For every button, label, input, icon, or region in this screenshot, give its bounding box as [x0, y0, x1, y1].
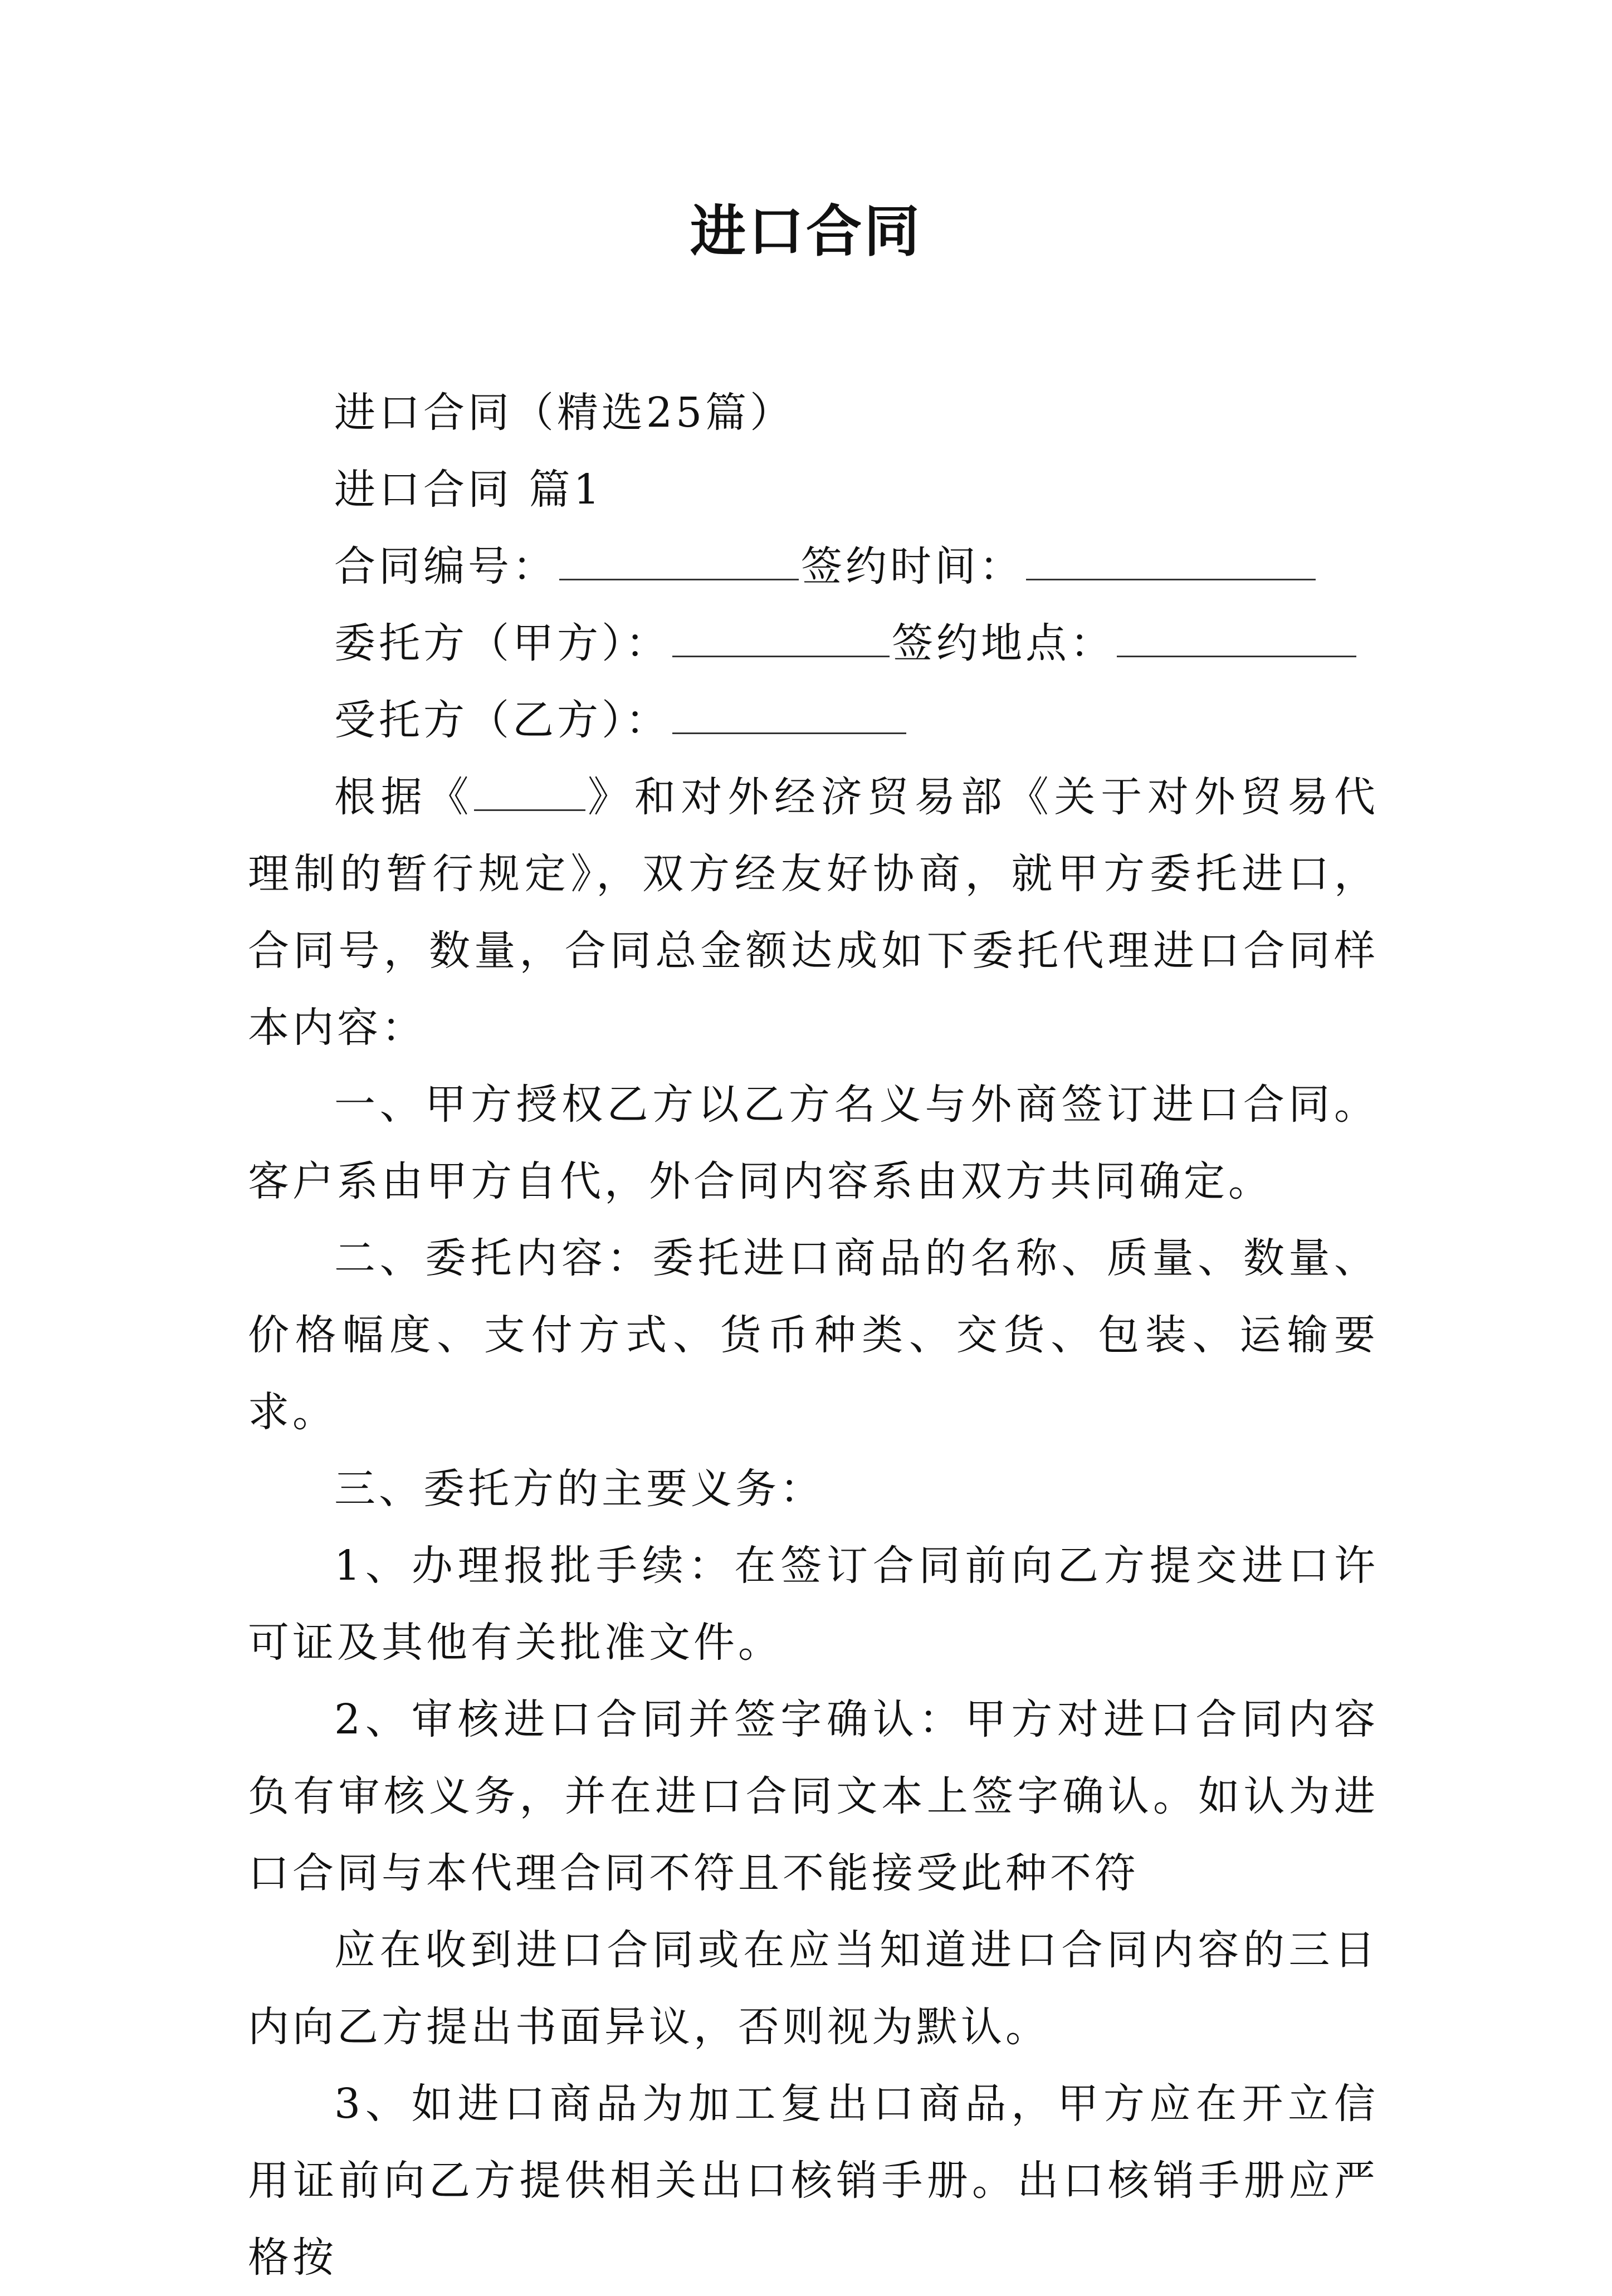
- clause-paragraph: 应在收到进口合同或在应当知道进口合同内容的三日内向乙方提出书面异议，否则视为默认。: [248, 1926, 1379, 2051]
- law-name-blank: [474, 768, 585, 811]
- document-subheading: 进口合同 篇1: [334, 466, 603, 514]
- clause-paragraph: 二、委托内容：委托进口商品的名称、质量、数量、价格幅度、支付方式、货币种类、交货、包装、运输要求。: [248, 1234, 1379, 1436]
- sign-place-label: 签约地点：: [892, 619, 1115, 667]
- sign-place-blank: [1117, 614, 1356, 657]
- clause-paragraph: 一、甲方授权乙方以乙方名义与外商签订进口合同。客户系由甲方自代，外合同内容系由双方共同确定。: [248, 1081, 1379, 1205]
- clause-paragraph: 2、审核进口合同并签字确认：甲方对进口合同内容负有审核义务，并在进口合同文本上签字确认。如认为进口合同与本代理合同不符且不能接受此种不符: [248, 1696, 1379, 1897]
- contract-number-blank: [559, 538, 799, 580]
- contract-number-label: 合同编号：: [334, 543, 557, 590]
- clause-paragraph: 3、如进口商品为加工复出口商品，甲方应在开立信用证前向乙方提供相关出口核销手册。出口核销手册应严格按: [248, 2080, 1379, 2282]
- party-a-blank: [672, 614, 890, 657]
- party-b-label: 受托方（乙方）：: [334, 696, 670, 744]
- sign-time-label: 签约时间：: [801, 543, 1024, 590]
- party-b-blank: [672, 691, 906, 734]
- sign-time-blank: [1026, 538, 1316, 580]
- document-heading: 进口合同（精选25篇）: [334, 389, 795, 437]
- intro-paragraph: [248, 759, 1379, 1066]
- document-title: 进口合同: [690, 198, 922, 264]
- contract-info-row-2: [248, 605, 1379, 682]
- intro-text-start: 根据《: [334, 773, 475, 821]
- contract-info-row-3: [248, 682, 1379, 759]
- intro-text-end: 》和对外经济贸易部《关于对外贸易代理制的暂行规定》，双方经友好协商，就甲方委托进口，合同号，数量，合同总金额达成如下委托代理进口合同样本内容：: [248, 773, 1379, 1052]
- party-a-label: 委托方（甲方）：: [334, 619, 670, 667]
- document-body: [248, 374, 1379, 2296]
- clause-paragraph: 1、办理报批手续：在签订合同前向乙方提交进口许可证及其他有关批准文件。: [248, 1542, 1379, 1667]
- contract-info-row-1: [248, 528, 1379, 605]
- clause-paragraph: 三、委托方的主要义务：: [334, 1465, 824, 1513]
